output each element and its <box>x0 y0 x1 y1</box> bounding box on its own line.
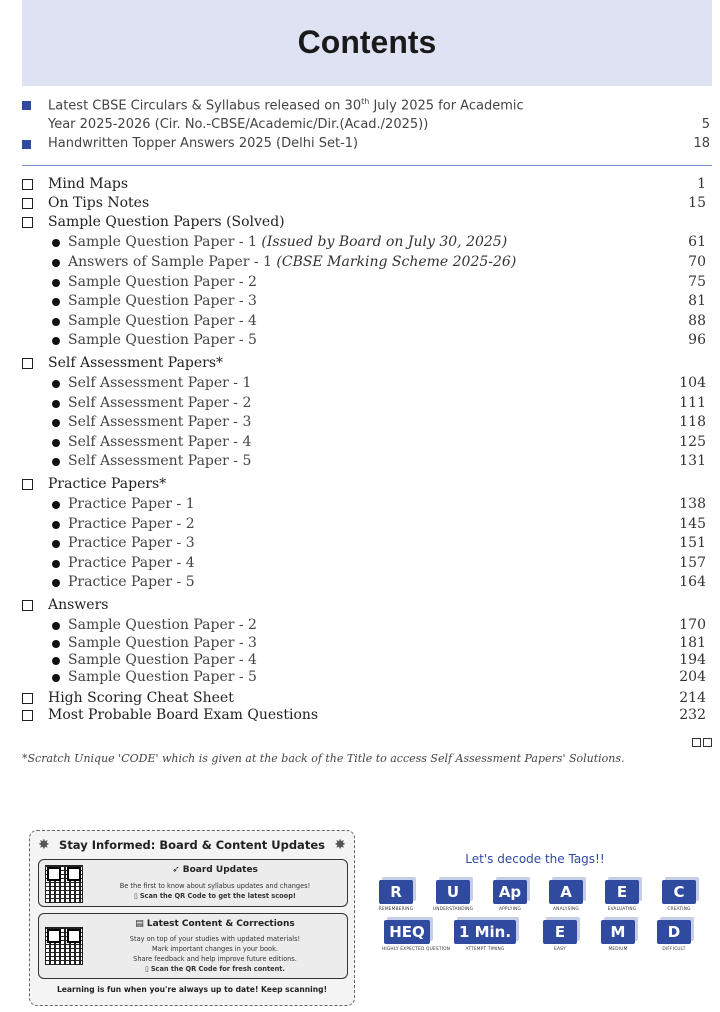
toc-section-answers <box>22 596 712 615</box>
toc-note: (Issued by Board on July 30, 2025) <box>261 234 508 250</box>
tag-analysing <box>541 880 591 912</box>
tag-caption: REMEMBERING <box>378 907 414 912</box>
page-number: 5 <box>701 117 710 132</box>
checkbox-icon <box>22 198 33 209</box>
page-number: 15 <box>688 195 706 211</box>
page-number: 204 <box>679 669 706 685</box>
toc-label: Self Assessment Paper - 1 <box>68 375 252 391</box>
page-number: 104 <box>679 375 706 391</box>
intro-line: Year 2025-2026 (Cir. No.-CBSE/Academic/Dir.(Acad./2025)) <box>48 117 429 132</box>
toc-item[interactable] <box>22 413 712 432</box>
toc-label: Self Assessment Paper - 3 <box>68 414 252 430</box>
tag-code: D <box>657 920 691 944</box>
toc-item[interactable] <box>22 233 712 252</box>
toc-item[interactable] <box>22 554 712 573</box>
page-number: 170 <box>679 617 706 633</box>
page-number: 18 <box>693 136 710 151</box>
page-number: 1 <box>697 176 706 192</box>
tag-caption: EASY <box>554 947 566 952</box>
page-number: 151 <box>679 535 706 551</box>
tag-evaluating <box>597 880 647 912</box>
page-title: Contents <box>297 24 437 60</box>
tag-code: A <box>549 880 583 904</box>
bullet-icon <box>52 439 60 447</box>
page-number: 157 <box>679 555 706 571</box>
checkbox-icon <box>22 600 33 611</box>
tag-code: HEQ <box>384 920 430 944</box>
bullet-icon <box>52 458 60 466</box>
latest-content-panel <box>38 913 348 979</box>
tag-code: 1 Min. <box>454 920 516 944</box>
page-number: 118 <box>679 414 706 430</box>
page-number: 232 <box>679 707 706 723</box>
page-number: 125 <box>679 434 706 450</box>
toc-label: On Tips Notes <box>48 195 150 211</box>
page-number: 181 <box>679 635 706 651</box>
toc-label: Sample Question Paper - 4 <box>68 313 257 329</box>
checkbox-icon <box>22 693 33 704</box>
qr-code-icon[interactable] <box>45 865 83 903</box>
tag-code: Ap <box>493 880 527 904</box>
tag-medium <box>593 920 643 952</box>
intro-sup: th <box>361 97 370 106</box>
toc-label: Practice Papers* <box>48 476 167 492</box>
panel-text: Be the first to know about syllabus updates and changes! <box>119 882 311 890</box>
panel-text: Scan the QR Code for fresh content. <box>150 965 285 973</box>
toc-label: Sample Question Paper - 3 <box>68 293 257 309</box>
phone-icon: ▯ <box>145 965 151 973</box>
party-popper-icon: ✸ <box>38 837 50 853</box>
rocket-icon: ➶ <box>172 865 183 875</box>
toc-label: Answers of Sample Paper - 1 <box>68 254 277 270</box>
tag-code: E <box>543 920 577 944</box>
tag-caption: DIFFICULT <box>662 947 686 952</box>
toc-label: Self Assessment Papers* <box>48 355 224 371</box>
toc-section-self-assessment <box>22 354 712 373</box>
tag-code: M <box>601 920 635 944</box>
tag-code: C <box>662 880 696 904</box>
updates-card-title: Stay Informed: Board & Content Updates <box>59 838 325 852</box>
qr-code-icon[interactable] <box>45 927 83 965</box>
toc-section-practice-papers <box>22 475 712 494</box>
checkbox-icon <box>22 358 33 369</box>
page-number: 61 <box>688 234 706 250</box>
bullet-icon <box>52 279 60 287</box>
toc-label: Practice Paper - 1 <box>68 496 195 512</box>
bullet-icon <box>52 521 60 529</box>
tag-caption: CREATING <box>667 907 691 912</box>
tag-code: R <box>379 880 413 904</box>
toc-label: Mind Maps <box>48 176 129 192</box>
bullet-icon <box>52 318 60 326</box>
party-popper-icon: ✸ <box>334 837 346 853</box>
toc-entry-on-tips[interactable] <box>22 194 712 213</box>
toc-item[interactable] <box>22 452 712 471</box>
toc-item[interactable] <box>22 374 712 393</box>
tag-caption: EVALUATING <box>607 907 637 912</box>
toc-item[interactable] <box>22 394 712 413</box>
phone-icon: ▯ <box>134 892 140 900</box>
checkbox-icon <box>22 179 33 190</box>
page-number: 214 <box>679 690 706 706</box>
page-number: 194 <box>679 652 706 668</box>
toc-label: Sample Question Paper - 2 <box>68 274 257 290</box>
intro-line: Handwritten Topper Answers 2025 (Delhi Set-1) <box>48 136 359 151</box>
toc-label: Self Assessment Paper - 4 <box>68 434 252 450</box>
intro-item[interactable] <box>22 97 712 135</box>
toc-item[interactable] <box>22 515 712 534</box>
panel-text: Scan the QR Code to get the latest scoop! <box>139 892 296 900</box>
tag-understanding <box>428 880 478 912</box>
panel-text: Share feedback and help improve future editions. <box>133 955 297 963</box>
toc-item[interactable] <box>22 273 712 292</box>
toc-item[interactable] <box>22 495 712 514</box>
page-number: 145 <box>679 516 706 532</box>
toc-section-sample-papers <box>22 213 712 232</box>
page-number: 75 <box>688 274 706 290</box>
header-band <box>22 0 712 86</box>
intro-item[interactable] <box>22 136 712 154</box>
tag-caption: UNDERSTANDING <box>432 907 474 912</box>
tag-code: E <box>605 880 639 904</box>
page-number: 131 <box>679 453 706 469</box>
tag-difficult <box>649 920 699 952</box>
tag-code: U <box>436 880 470 904</box>
bullet-icon <box>52 560 60 568</box>
tag-creating <box>654 880 704 912</box>
toc-label: Practice Paper - 3 <box>68 535 195 551</box>
toc-item[interactable] <box>22 616 712 635</box>
tag-applying <box>485 880 535 912</box>
toc-label: Practice Paper - 4 <box>68 555 195 571</box>
panel-text: Stay on top of your studies with updated materials! <box>129 935 301 943</box>
bullet-icon <box>52 657 60 665</box>
bullet-icon <box>52 298 60 306</box>
book-icon: ▤ <box>135 919 147 929</box>
page-number: 164 <box>679 574 706 590</box>
toc-label: High Scoring Cheat Sheet <box>48 690 234 706</box>
toc-item[interactable] <box>22 433 712 452</box>
toc-label: Sample Question Paper - 4 <box>68 652 257 668</box>
toc-item[interactable] <box>22 331 712 350</box>
page-number: 138 <box>679 496 706 512</box>
toc-note: (CBSE Marking Scheme 2025-26) <box>276 254 517 270</box>
bullet-icon <box>52 640 60 648</box>
checkbox-icon <box>22 710 33 721</box>
checkbox-icon <box>22 217 33 228</box>
page-number: 88 <box>688 313 706 329</box>
toc-label: Sample Question Paper - 5 <box>68 669 257 685</box>
toc-item[interactable] <box>22 668 712 687</box>
bullet-icon <box>52 501 60 509</box>
bullet-icon <box>52 337 60 345</box>
toc-label: Practice Paper - 5 <box>68 574 195 590</box>
divider <box>22 165 712 166</box>
bullet-icon <box>52 674 60 682</box>
tag-one-min <box>460 920 510 952</box>
bullet-icon <box>52 239 60 247</box>
square-bullet-icon <box>22 140 31 149</box>
tag-remembering <box>371 880 421 912</box>
double-box-icon <box>692 738 712 747</box>
toc-entry-probable-questions[interactable] <box>22 706 712 725</box>
bullet-icon <box>52 419 60 427</box>
page-number: 81 <box>688 293 706 309</box>
panel-heading: Board Updates <box>182 865 258 875</box>
toc-label: Most Probable Board Exam Questions <box>48 707 319 723</box>
toc-label: Sample Question Paper - 5 <box>68 332 257 348</box>
intro-line: Latest CBSE Circulars & Syllabus released on 30 <box>48 98 362 114</box>
tags-title: Let's decode the Tags!! <box>465 852 605 866</box>
footnote: *Scratch Unique 'CODE' which is given at the back of the Title to access Self Assessment Papers' Solutions. <box>22 752 625 765</box>
bullet-icon <box>52 579 60 587</box>
panel-text: Mark important changes in your book. <box>151 945 279 953</box>
tag-caption: ATTEMPT TIMING <box>465 947 505 952</box>
bullet-icon <box>52 540 60 548</box>
updates-card-footer: Learning is fun when you're always up to date! Keep scanning! <box>56 985 328 994</box>
updates-card <box>29 830 355 1006</box>
toc-item[interactable] <box>22 292 712 311</box>
tag-easy <box>535 920 585 952</box>
page-number: 111 <box>679 395 706 411</box>
bullet-icon <box>52 380 60 388</box>
bullet-icon <box>52 622 60 630</box>
bullet-icon <box>52 259 60 267</box>
tag-heq <box>382 920 451 952</box>
toc-label: Self Assessment Paper - 2 <box>68 395 252 411</box>
toc-label: Sample Question Paper - 1 <box>68 234 262 250</box>
toc-label: Practice Paper - 2 <box>68 516 195 532</box>
intro-line: July 2025 for Academic <box>369 98 524 114</box>
toc-label: Answers <box>48 597 109 613</box>
page-number: 70 <box>688 254 706 270</box>
toc-item[interactable] <box>22 253 712 272</box>
tag-caption: ANALYSING <box>553 907 579 912</box>
tag-caption: HIGHLY EXPECTED QUESTION <box>382 947 451 952</box>
panel-heading: Latest Content & Corrections <box>146 919 295 929</box>
page-number: 96 <box>688 332 706 348</box>
toc-label: Self Assessment Paper - 5 <box>68 453 252 469</box>
toc-label: Sample Question Paper - 3 <box>68 635 257 651</box>
toc-item[interactable] <box>22 573 712 592</box>
board-updates-panel <box>38 859 348 907</box>
checkbox-icon <box>22 479 33 490</box>
toc-item[interactable] <box>22 312 712 331</box>
tag-caption: APPLYING <box>499 907 521 912</box>
toc-item[interactable] <box>22 534 712 553</box>
square-bullet-icon <box>22 101 31 110</box>
toc-entry-mind-maps[interactable] <box>22 175 712 194</box>
bullet-icon <box>52 400 60 408</box>
tag-caption: MEDIUM <box>608 947 628 952</box>
toc-label: Sample Question Paper - 2 <box>68 617 257 633</box>
toc-label: Sample Question Papers (Solved) <box>48 214 285 230</box>
